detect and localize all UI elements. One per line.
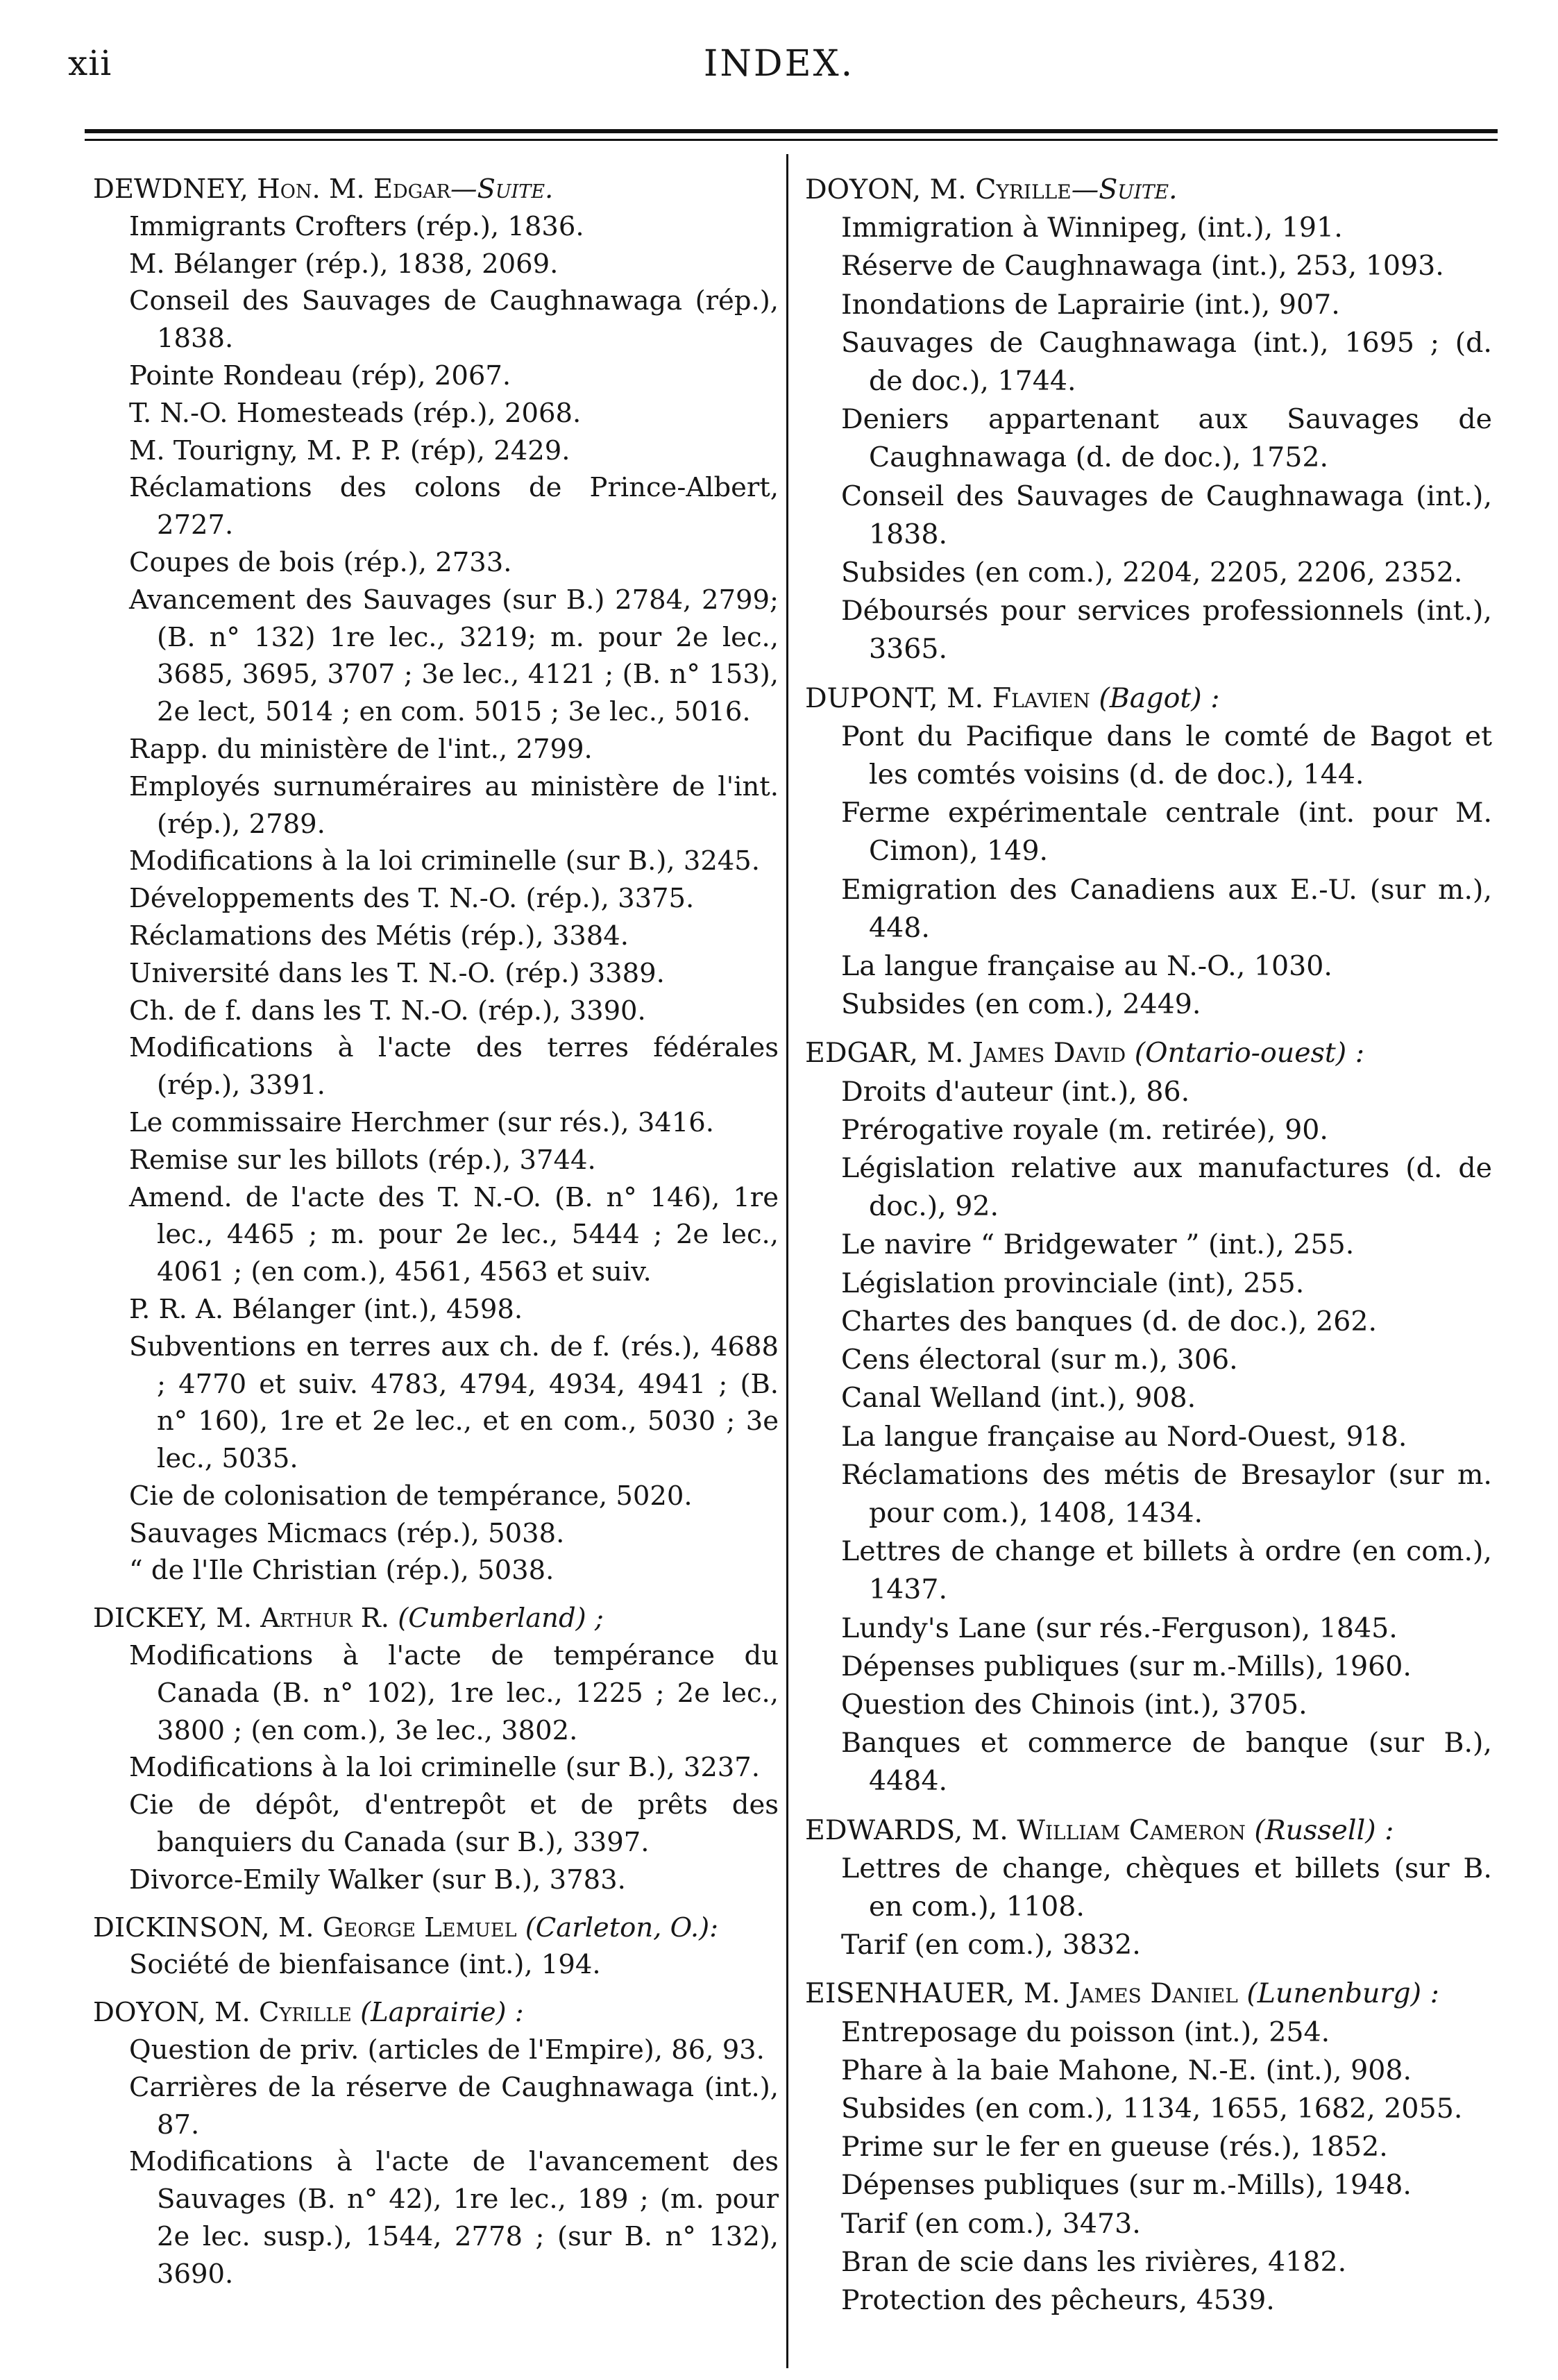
entry-heading bbox=[805, 1034, 1492, 1072]
subject-entry: Pont du Pacifique dans le comté de Bagot et les comtés voisins (d. de doc.), 144. bbox=[841, 720, 1492, 791]
subject-entry: Deniers appartenant aux Sauvages de Caughnawaga (d. de doc.), 1752. bbox=[841, 403, 1492, 474]
subject-entry: Cie de dépôt, d'entrepôt et de prêts des banquiers du Canada (sur B.), 3397. bbox=[129, 1789, 779, 1859]
index-entry bbox=[93, 1909, 779, 1984]
subject-entry: La langue française au Nord-Ouest, 918. bbox=[841, 1420, 1407, 1453]
right-column bbox=[805, 171, 1492, 2330]
subject-entry: Immigration à Winnipeg, (int.), 191. bbox=[841, 212, 1343, 244]
index-entry bbox=[805, 1975, 1492, 2320]
member-surname: DUPONT, bbox=[805, 682, 938, 714]
subject-entry: Coupes de bois (rép.), 2733. bbox=[129, 546, 512, 578]
subject-entry: Subventions en terres aux ch. de f. (rés.), 4688 ; 4770 et suiv. 4783, 4794, 4934, 4941 ; (B. n° 160), 1re et 2e lec., et en com., 5030 ; 3e lec., 5035. bbox=[129, 1331, 779, 1475]
riding-name: (Bagot) : bbox=[1099, 682, 1220, 714]
member-title: M. James Daniel bbox=[1023, 1977, 1238, 2010]
column-divider bbox=[786, 154, 788, 2368]
riding-name: (Cumberland) ; bbox=[398, 1603, 604, 1635]
subject-entry: Sauvages de Caughnawaga (int.), 1695 ; (d. de doc.), 1744. bbox=[841, 326, 1492, 398]
subject-entry: Emigration des Canadiens aux E.-U. (sur m.), 448. bbox=[841, 873, 1492, 944]
entry-heading bbox=[805, 1975, 1492, 2013]
subject-entry: Réclamations des métis de Bresaylor (sur m. pour com.), 1408, 1434. bbox=[841, 1458, 1492, 1529]
member-title: M. James David bbox=[926, 1037, 1126, 1070]
subject-entry: Modifications à la loi criminelle (sur B.), 3237. bbox=[129, 1752, 761, 1784]
subject-entry: Lundy's Lane (sur rés.-Ferguson), 1845. bbox=[841, 1612, 1398, 1644]
page-title: INDEX. bbox=[703, 43, 855, 85]
member-surname: DOYON, bbox=[805, 174, 922, 205]
subject-entry: Carrières de la réserve de Caughnawaga (int.), 87. bbox=[129, 2071, 779, 2141]
subject-entry: Dépenses publiques (sur m.-Mills), 1960. bbox=[841, 1650, 1412, 1682]
subject-entry: Développements des T. N.-O. (rép.), 3375. bbox=[129, 883, 695, 915]
subject-entry: Ferme expérimentale centrale (int. pour M. Cimon), 149. bbox=[841, 797, 1492, 868]
entry-heading bbox=[93, 171, 779, 208]
subject-entry: M. Bélanger (rép.), 1838, 2069. bbox=[129, 248, 559, 280]
subject-entry: Modifications à l'acte de l'avancement des Sauvages (B. n° 42), 1re lec., 189 ; (m. pour 2e lec. susp.), 1544, 2778 ; (sur B. n° 132), 3690. bbox=[129, 2146, 779, 2290]
riding-name: (Lunenburg) : bbox=[1246, 1977, 1439, 2010]
subject-entry: Tarif (en com.), 3473. bbox=[841, 2207, 1141, 2240]
subject-entry: Employés surnuméraires au ministère de l'int. (rép.), 2789. bbox=[129, 770, 779, 840]
riding-name: (Ontario-ouest) : bbox=[1134, 1037, 1365, 1070]
index-entry bbox=[805, 1812, 1492, 1965]
subject-entry: Amend. de l'acte des T. N.-O. (B. n° 146), 1re lec., 4465 ; m. pour 2e lec., 5444 ; 2e lec., 4061 ; (en com.), 4561, 4563 et suiv. bbox=[129, 1181, 779, 1288]
subject-entry: Conseil des Sauvages de Caughnawaga (int.), 1838. bbox=[841, 480, 1492, 550]
member-title: Hon. M. Edgar bbox=[257, 174, 451, 205]
subject-entry: Déboursés pour services professionnels (int.), 3365. bbox=[841, 595, 1492, 666]
subject-entry: Cie de colonisation de tempérance, 5020. bbox=[129, 1480, 693, 1512]
index-entry bbox=[93, 1600, 779, 1898]
member-title: M. Cyrille bbox=[214, 1997, 352, 2029]
subject-entry: Cens électoral (sur m.), 306. bbox=[841, 1344, 1238, 1376]
subject-entry: Sauvages Micmacs (rép.), 5038. bbox=[129, 1517, 565, 1549]
subject-entry: Prérogative royale (m. retirée), 90. bbox=[841, 1113, 1328, 1146]
subject-entry: Entreposage du poisson (int.), 254. bbox=[841, 2016, 1330, 2048]
subject-entry: Le commissaire Herchmer (sur rés.), 3416. bbox=[129, 1106, 715, 1138]
subject-entry: Le navire “ Bridgewater ” (int.), 255. bbox=[841, 1229, 1355, 1261]
subject-entry: Question des Chinois (int.), 3705. bbox=[841, 1688, 1307, 1721]
subject-entry: Divorce-Emily Walker (sur B.), 3783. bbox=[129, 1864, 626, 1896]
subject-entry: Ch. de f. dans les T. N.-O. (rép.), 3390. bbox=[129, 995, 646, 1027]
subject-entry: Lettres de change, chèques et billets (sur B. en com.), 1108. bbox=[841, 1852, 1492, 1923]
index-entry bbox=[805, 680, 1492, 1024]
subject-entry: Conseil des Sauvages de Caughnawaga (rép.), 1838. bbox=[129, 285, 779, 355]
subject-entry: Tarif (en com.), 3832. bbox=[841, 1929, 1141, 1961]
subject-entry: Modifications à la loi criminelle (sur B.), 3245. bbox=[129, 845, 761, 877]
page-number: xii bbox=[68, 43, 112, 83]
index-entry bbox=[805, 1034, 1492, 1800]
subject-entry: Immigrants Crofters (rép.), 1836. bbox=[129, 210, 584, 242]
subject-entry: Subsides (en com.), 2204, 2205, 2206, 2352. bbox=[841, 557, 1463, 589]
subject-entry: Canal Welland (int.), 908. bbox=[841, 1382, 1196, 1415]
subject-entry: Avancement des Sauvages (sur B.) 2784, 2799; (B. n° 132) 1re lec., 3219; m. pour 2e lec., 3685, 3695, 3707 ; 3e lec., 4121 ; (B. n° 153), 2e lect, 5014 ; en com. 5015 ; 3e lec., 5016. bbox=[129, 584, 779, 728]
subject-entry: Dépenses publiques (sur m.-Mills), 1948. bbox=[841, 2169, 1412, 2202]
header-rule-thick bbox=[85, 129, 1498, 133]
index-entry bbox=[93, 171, 779, 1589]
subject-entry: Droits d'auteur (int.), 86. bbox=[841, 1075, 1190, 1108]
index-entry bbox=[93, 1994, 779, 2293]
entry-heading bbox=[805, 680, 1492, 718]
subject-entry: M. Tourigny, M. P. P. (rép), 2429. bbox=[129, 434, 570, 466]
member-surname: EDGAR, bbox=[805, 1037, 918, 1070]
subject-entry: Protection des pêcheurs, 4539. bbox=[841, 2284, 1275, 2316]
subject-entry: Législation relative aux manufactures (d. de doc.), 92. bbox=[841, 1152, 1492, 1223]
member-title: M. George Lemuel bbox=[278, 1911, 517, 1943]
left-column bbox=[93, 171, 779, 2304]
subject-entry: Remise sur les billots (rép.), 3744. bbox=[129, 1144, 596, 1176]
index-entry bbox=[805, 171, 1492, 669]
continuation-note: —Suite. bbox=[1071, 174, 1178, 205]
member-surname: EISENHAUER, bbox=[805, 1977, 1015, 2010]
subject-entry: “ de l'Ile Christian (rép.), 5038. bbox=[129, 1555, 554, 1587]
member-title: M. William Cameron bbox=[971, 1814, 1246, 1846]
entry-heading bbox=[805, 171, 1492, 209]
entry-heading bbox=[93, 1994, 779, 2032]
member-surname: DOYON, bbox=[93, 1997, 206, 2029]
riding-name: (Laprairie) : bbox=[360, 1997, 524, 2029]
subject-entry: Réclamations des colons de Prince-Albert, 2727. bbox=[129, 472, 779, 541]
subject-entry: Prime sur le fer en gueuse (rés.), 1852. bbox=[841, 2131, 1388, 2163]
member-surname: DICKEY, bbox=[93, 1603, 208, 1635]
subject-entry: Législation provinciale (int), 255. bbox=[841, 1267, 1305, 1299]
riding-name: (Russell) : bbox=[1254, 1814, 1394, 1846]
subject-entry: Réserve de Caughnawaga (int.), 253, 1093. bbox=[841, 250, 1444, 282]
subject-entry: Bran de scie dans les rivières, 4182. bbox=[841, 2245, 1347, 2278]
continuation-note: —Suite. bbox=[450, 174, 554, 205]
subject-entry: Société de bienfaisance (int.), 194. bbox=[129, 1949, 601, 1981]
subject-entry: La langue française au N.-O., 1030. bbox=[841, 950, 1332, 983]
header-rule-thin bbox=[85, 139, 1498, 141]
member-title: M. Cyrille bbox=[929, 174, 1072, 205]
member-title: M. Flavien bbox=[947, 682, 1090, 714]
subject-entry: Chartes des banques (d. de doc.), 262. bbox=[841, 1305, 1378, 1337]
subject-entry: Réclamations des Métis (rép.), 3384. bbox=[129, 920, 629, 952]
subject-entry: Rapp. du ministère de l'int., 2799. bbox=[129, 733, 593, 765]
subject-entry: Question de priv. (articles de l'Empire), 86, 93. bbox=[129, 2034, 765, 2066]
subject-entry: Modifications à l'acte de tempérance du Canada (B. n° 102), 1re lec., 1225 ; 2e lec., 3800 ; (en com.), 3e lec., 3802. bbox=[129, 1640, 779, 1746]
subject-entry: T. N.-O. Homesteads (rép.), 2068. bbox=[129, 397, 582, 429]
subject-entry: Subsides (en com.), 1134, 1655, 1682, 2055. bbox=[841, 2092, 1463, 2125]
subject-entry: Phare à la baie Mahone, N.-E. (int.), 908. bbox=[841, 2054, 1412, 2086]
entry-heading bbox=[93, 1600, 779, 1637]
entry-heading bbox=[805, 1812, 1492, 1850]
subject-entry: Modifications à l'acte des terres fédérales (rép.), 3391. bbox=[129, 1032, 779, 1102]
subject-entry: Inondations de Laprairie (int.), 907. bbox=[841, 288, 1340, 321]
member-surname: DICKINSON, bbox=[93, 1911, 270, 1943]
member-surname: EDWARDS, bbox=[805, 1814, 963, 1846]
subject-entry: Pointe Rondeau (rép), 2067. bbox=[129, 360, 511, 391]
subject-entry: Subsides (en com.), 2449. bbox=[841, 988, 1201, 1021]
member-title: M. Arthur R. bbox=[216, 1603, 390, 1635]
subject-entry: Université dans les T. N.-O. (rép.) 3389. bbox=[129, 957, 665, 989]
subject-entry: Lettres de change et billets à ordre (en com.), 1437. bbox=[841, 1535, 1492, 1606]
subject-entry: P. R. A. Bélanger (int.), 4598. bbox=[129, 1293, 523, 1325]
member-surname: DEWDNEY, bbox=[93, 174, 248, 205]
subject-entry: Banques et commerce de banque (sur B.), 4484. bbox=[841, 1727, 1492, 1798]
riding-name: (Carleton, O.): bbox=[525, 1911, 719, 1943]
entry-heading bbox=[93, 1909, 779, 1947]
